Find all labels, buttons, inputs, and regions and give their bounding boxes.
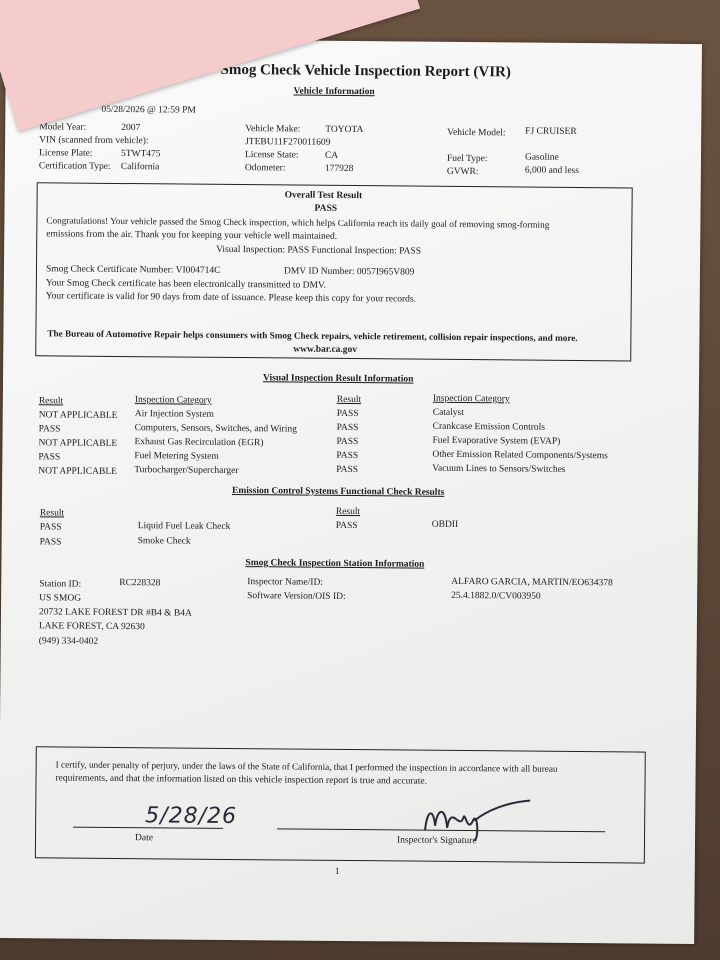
model-year-label: Model Year: [39, 122, 87, 133]
vin-value: JTEBU11F270011609 [245, 137, 331, 148]
station-id-label: Station ID: [39, 579, 82, 590]
overall-result-value: PASS [314, 203, 338, 214]
visual-left-category: Turbocharger/Supercharger [134, 465, 239, 477]
fuel-label: Fuel Type: [446, 153, 488, 165]
station-name: US SMOG [39, 593, 82, 604]
report-title: Smog Check Vehicle Inspection Report (VIR) [220, 61, 511, 81]
plate-value: 5TWT475 [120, 149, 161, 160]
model-value: FJ CRUISER [525, 126, 577, 137]
gvwr-value: 6,000 and less [524, 165, 579, 177]
visual-right-category: Fuel Evaporative System (EVAP) [432, 435, 561, 447]
congrats-line-1: Congratulations! Your vehicle passed the Smog Check inspection, which helps California reach its daily goal of removing smog-forming [46, 215, 550, 230]
gvwr-label: GVWR: [446, 166, 479, 178]
inspection-report-page [0, 38, 702, 944]
functional-left-result-header: Result [39, 508, 65, 519]
functional-right-result: PASS [335, 520, 358, 532]
functional-right-check: OBDII [431, 519, 459, 530]
visual-left-category-header: Inspection Category [134, 395, 212, 406]
dmv-id-number: DMV ID Number: 0057I965V809 [283, 266, 415, 278]
model-year-value: 2007 [121, 123, 141, 134]
inspector-label: Inspector Name/ID: [247, 577, 324, 588]
visual-right-category: Catalyst [432, 407, 464, 419]
make-value: TOYOTA [325, 124, 364, 136]
functional-check-heading: Emission Control Systems Functional Check Results [232, 485, 445, 498]
bar-note: The Bureau of Automotive Repair helps consumers with Smog Check repairs, vehicle retirement, collision repair inspections, and more. [47, 328, 578, 343]
transmitted-note: Your Smog Check certificate has been electronically transmitted to DMV. [45, 278, 327, 291]
inspector-value: ALFARO GARCIA, MARTIN/EO634378 [451, 576, 613, 589]
odometer-value: 177928 [324, 163, 354, 175]
model-label: Vehicle Model: [447, 127, 506, 139]
visual-right-category-header: Inspection Category [432, 393, 510, 405]
cert-type-label: Certification Type: [38, 161, 111, 172]
date-label: Date [134, 833, 154, 844]
visual-right-result-header: Result [336, 394, 362, 406]
visual-left-result: NOT APPLICABLE [38, 410, 118, 421]
certify-line-2: requirements, and that the information listed on this vehicle inspection report is true and accurate. [55, 773, 428, 787]
visual-right-result: PASS [336, 464, 359, 476]
signature-label: Inspector's Signature [396, 835, 477, 847]
cert-type-value: California [120, 162, 160, 173]
software-label: Software Version/OIS ID: [247, 591, 346, 602]
vin-label: VIN (scanned from vehicle): [39, 135, 149, 147]
functional-left-result: PASS [39, 522, 62, 533]
visual-right-result: PASS [336, 422, 359, 434]
functional-left-result: PASS [39, 537, 62, 548]
page-number: 1 [334, 866, 340, 877]
report-date: 05/28/2026 @ 12:59 PM [101, 104, 196, 116]
visual-left-result: PASS [38, 452, 61, 463]
state-label: License State: [244, 150, 299, 161]
visual-right-category: Crankcase Emission Controls [432, 421, 546, 433]
vehicle-info-heading: Vehicle Information [293, 86, 375, 98]
visual-left-result: PASS [38, 424, 61, 435]
visual-right-category: Vacuum Lines to Sensors/Switches [432, 463, 566, 475]
certify-line-1: I certify, under penalty of perjury, under the laws of the State of California, that I performed the inspection in accordance with all bureau [55, 759, 558, 774]
make-label: Vehicle Make: [245, 124, 301, 135]
station-address-1: 20732 LAKE FOREST DR #B4 & B4A [38, 607, 192, 619]
visual-left-category: Air Injection System [134, 409, 214, 420]
handwritten-date: 5/28/26 [145, 803, 238, 830]
validity-note: Your certificate is valid for 90 days from date of issuance. Please keep this copy for your records. [45, 291, 416, 305]
visual-left-category: Computers, Sensors, Switches, and Wiring [134, 423, 297, 435]
odometer-label: Odometer: [244, 163, 286, 174]
visual-left-result: NOT APPLICABLE [38, 466, 118, 477]
fuel-value: Gasoline [524, 152, 559, 163]
visual-right-category: Other Emission Related Components/Systems [432, 449, 608, 462]
software-value: 25.4.1882.0/CV003950 [451, 590, 541, 602]
station-info-heading: Smog Check Inspection Station Information [245, 558, 425, 570]
visual-left-result: NOT APPLICABLE [38, 438, 118, 449]
congrats-line-2: emissions from the air. Thank you for keeping your vehicle well maintained. [46, 229, 338, 242]
visual-right-result: PASS [336, 450, 359, 462]
visual-inspection-heading: Visual Inspection Result Information [262, 373, 414, 385]
functional-right-result-header: Result [335, 506, 361, 518]
visual-left-category: Fuel Metering System [134, 451, 219, 462]
bar-url: www.bar.ca.gov [293, 344, 358, 356]
inspection-summary: Visual Inspection: PASS Functional Inspection: PASS [216, 244, 422, 257]
visual-right-result: PASS [336, 436, 359, 448]
functional-left-check: Liquid Fuel Leak Check [137, 521, 231, 532]
visual-left-category: Exhaust Gas Recirculation (EGR) [134, 437, 264, 449]
station-address-2: LAKE FOREST, CA 92630 [38, 621, 145, 633]
station-id-value: RC228328 [119, 578, 161, 589]
state-value: CA [324, 150, 339, 161]
visual-left-result-header: Result [38, 396, 64, 407]
overall-result-heading: Overall Test Result [284, 190, 363, 202]
visual-right-result: PASS [336, 408, 359, 420]
certificate-number: Smog Check Certificate Number: VI004714C [45, 264, 221, 276]
functional-left-check: Smoke Check [137, 536, 191, 547]
station-phone: (949) 334-0402 [38, 636, 99, 647]
plate-label: License Plate: [38, 148, 93, 159]
